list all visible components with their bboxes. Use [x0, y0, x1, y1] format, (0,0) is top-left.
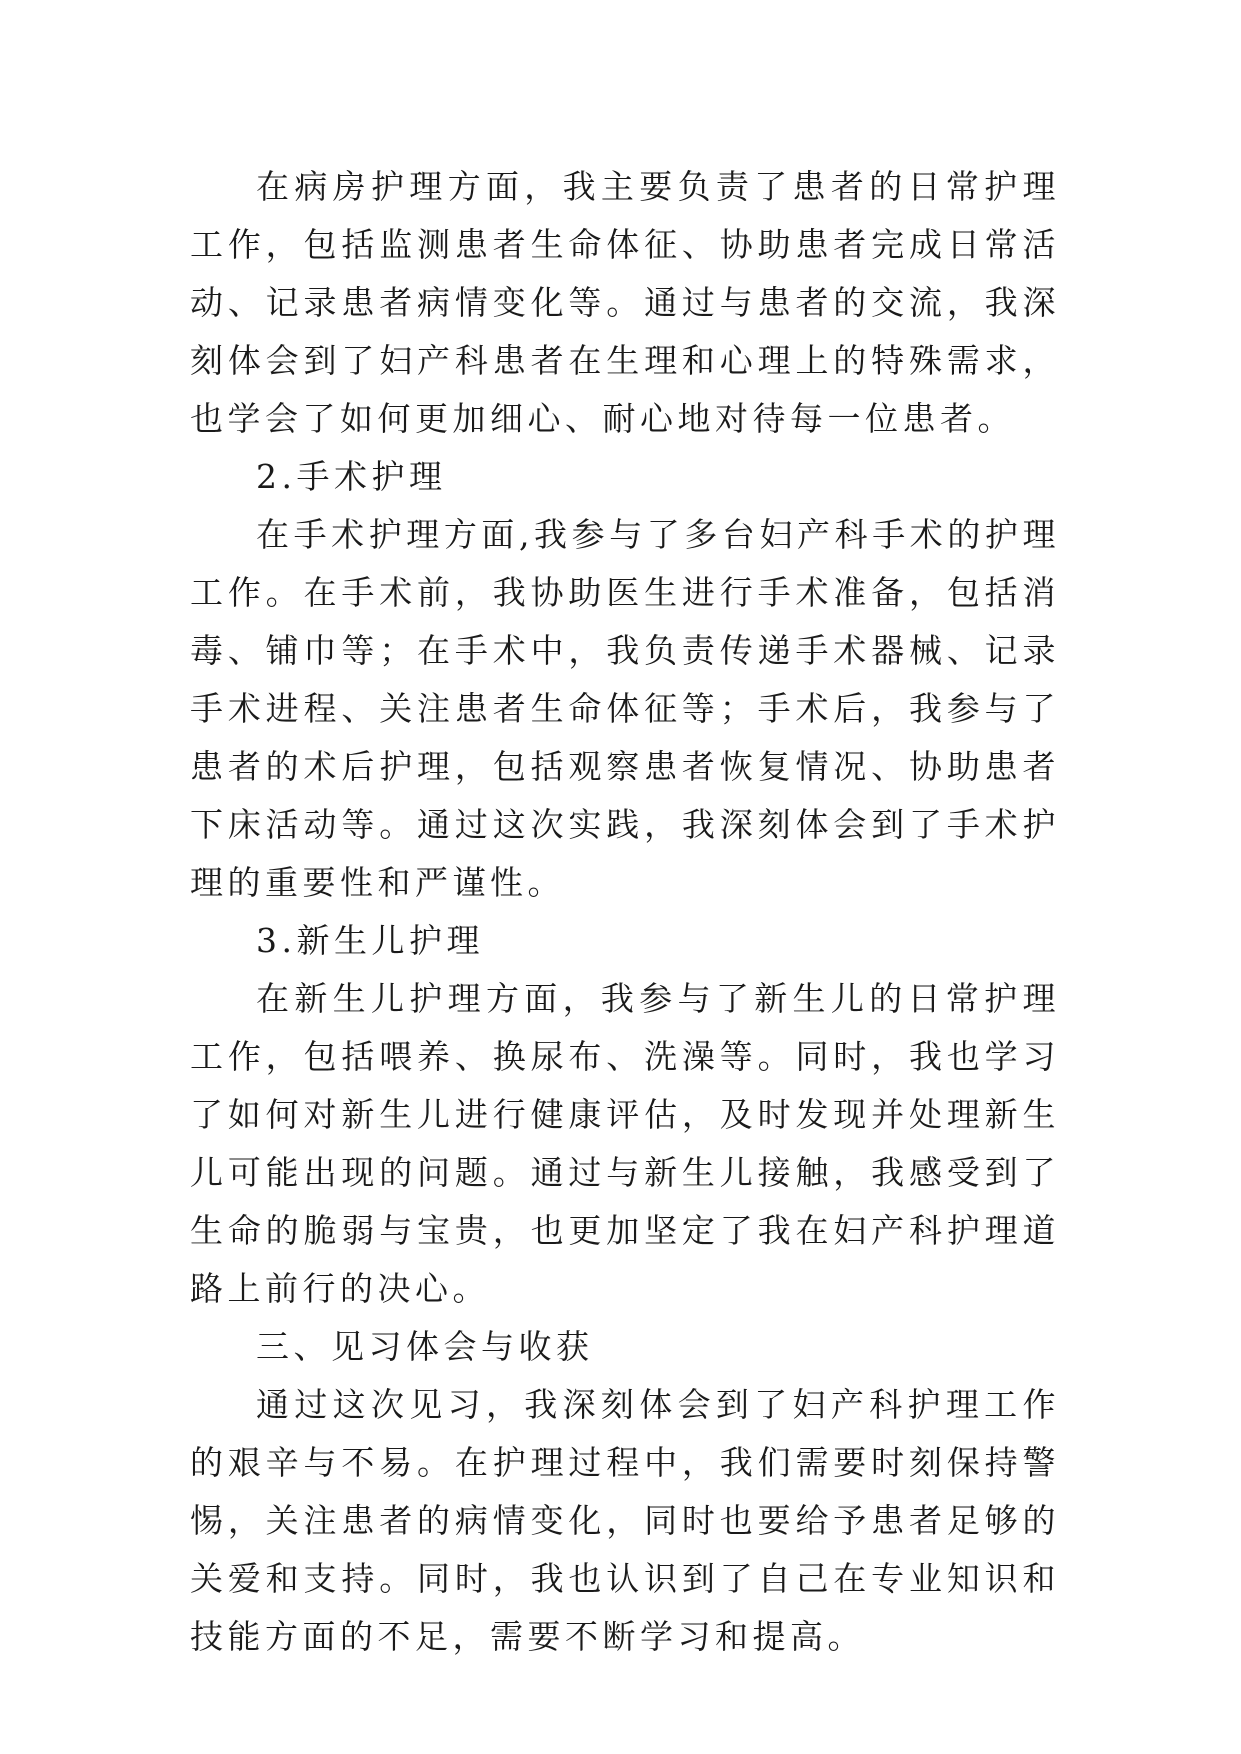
heading-surgical-nursing: 2.手术护理 — [256, 457, 447, 496]
paragraph-ward-nursing: 在病房护理方面，我主要负责了患者的日常护理工作，包括监测患者生命体征、协助患者完成日常活动、记录患者病情变化等。通过与患者的交流，我深刻体会到了妇产科患者在生理和心理上的特殊需求，也学会了如何更加细心、耐心地对待每一位患者。 — [190, 167, 1060, 438]
document-body — [190, 158, 1060, 1666]
paragraph-reflections: 通过这次见习，我深刻体会到了妇产科护理工作的艰辛与不易。在护理过程中，我们需要时刻保持警惕，关注患者的病情变化，同时也要给予患者足够的关爱和支持。同时，我也认识到了自己在专业知识和技能方面的不足，需要不断学习和提高。 — [190, 1385, 1060, 1656]
paragraph-surgical-nursing: 在手术护理方面,我参与了多台妇产科手术的护理工作。在手术前，我协助医生进行手术准备，包括消毒、铺巾等；在手术中，我负责传递手术器械、记录手术进程、关注患者生命体征等；手术后，我参与了患者的术后护理，包括观察患者恢复情况、协助患者下床活动等。通过这次实践，我深刻体会到了手术护理的重要性和严谨性。 — [190, 515, 1060, 902]
heading-newborn-nursing: 3.新生儿护理 — [256, 921, 484, 960]
paragraph-newborn-nursing: 在新生儿护理方面，我参与了新生儿的日常护理工作，包括喂养、换尿布、洗澡等。同时，我也学习了如何对新生儿进行健康评估，及时发现并处理新生儿可能出现的问题。通过与新生儿接触，我感受到了生命的脆弱与宝贵，也更加坚定了我在妇产科护理道路上前行的决心。 — [190, 979, 1060, 1308]
heading-reflections: 三、见习体会与收获 — [256, 1327, 594, 1366]
